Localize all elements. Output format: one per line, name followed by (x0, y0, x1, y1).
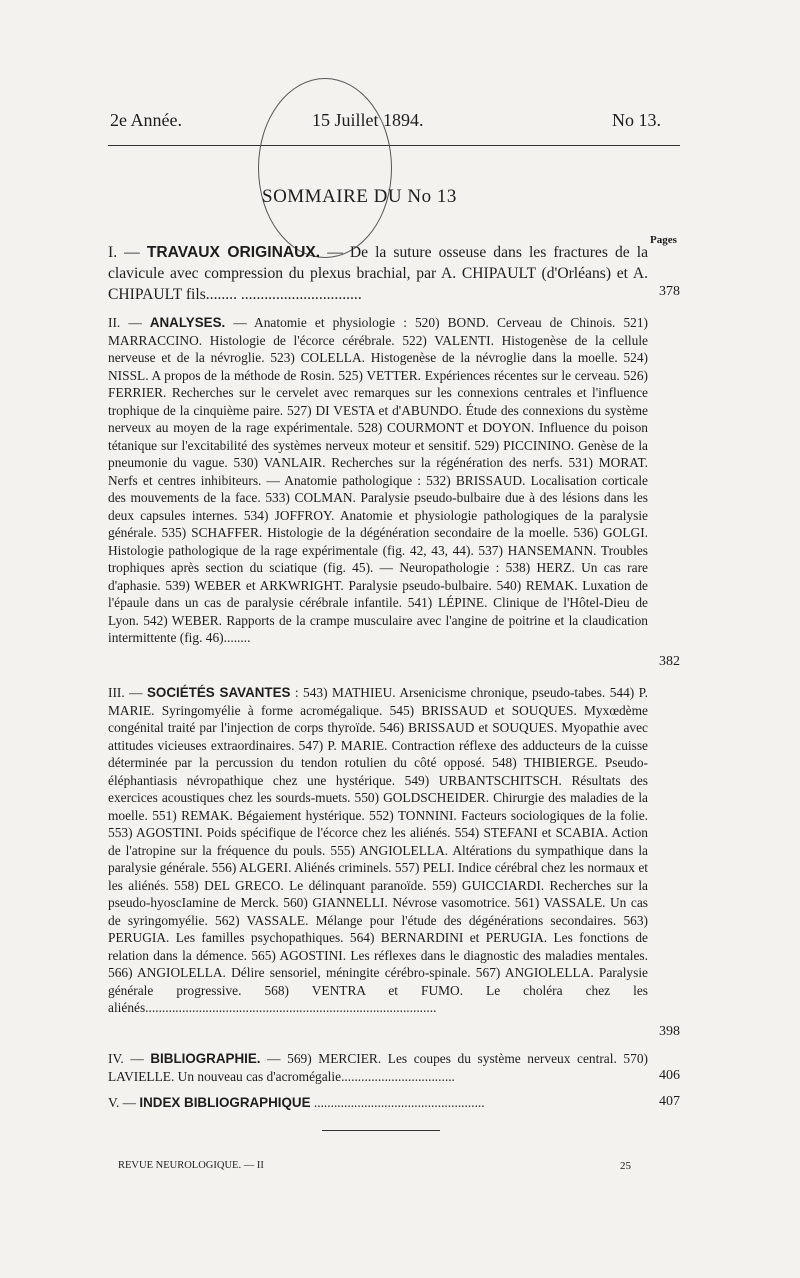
sommaire-title: SOMMAIRE DU No 13 (262, 186, 457, 207)
toc-entry-number: III. — (108, 685, 143, 700)
toc-entry-5 (108, 1094, 680, 1114)
toc-entry-heading: SOCIÉTÉS SAVANTES (147, 685, 291, 700)
toc-entry-4 (108, 1050, 680, 1086)
toc-entry-text: — 569) MERCIER. Les coupes du système nerveux central. 570) LAVIELLE. Un nouveau cas d'acromégalie.................................. (108, 1051, 648, 1084)
toc-entry-text: — De la suture osseuse dans les fractures de la clavicule avec compression du plexus brachial, par A. CHIPAULT (d'Orléans) et A. CHIPAULT fils........ ............................... (108, 244, 648, 303)
toc-entry-3 (108, 684, 680, 1040)
toc-entry-number: V. — (108, 1095, 137, 1110)
toc-entry-text: — Anatomie et physiologie : 520) BOND. Cerveau de Chinois. 521) MARRACCINO. Histologie de l'écorce cérébrale. 522) VALENTI. Histogenèse de la cellule nerveuse et de la névroglie. 523) COLELLA. Histogenèse de la névroglie dans la moelle. 524) NISSL. A propos de la méthode de Rosin. 525) VETTER. Expériences récentes sur le cerveau. 526) FERRIER. Recherches sur le cervelet avec remarques sur les connexions centrales et l'influence trophique de la cinquième paire. 527) DI VESTA et d'ABUNDO. Étude des connexions du système nerveux au moyen de la rage expérimentale. 528) COURMONT et DOYON. Influence du poison tétanique sur l'excitabilité des systèmes nerveux moteur et sensitif. 529) PICCININO. Genèse de la pneumonie du vague. 530) VANLAIR. Recherches sur la régénération des nerfs. 531) MORAT. Nerfs et centres inhibiteurs. — Anatomie pathologique : 532) BRISSAUD. Localisation corticale des mouvements de la face. 533) COLMAN. Paralysie pseudo-bulbaire due à des lésions dans les deux capsules internes. 534) JOFFROY. Anatomie et physiologie pathologiques de la paralysie générale. 535) SCHAFFER. Histologie de la dégénération secondaire de la moelle. 536) GOLGI. Histologie pathologique de la rage expérimentale (fig. 42, 43, 44). 537) HANSEMANN. Troubles trophiques après section du sciatique (fig. 45). — Neuropathologie : 538) HERZ. Un cas rare d'aphasie. 539) WEBER et ARKWRIGHT. Paralysie pseudo-bulbaire. 540) REMAK. Luxation de l'épaule dans un cas de paralysie cérébrale infantile. 541) LÉPINE. Clinique de l'Hôtel-Dieu de Lyon. 542) WEBER. Rapports de la crampe musculaire avec l'angine de poitrine et la claudication intermittente (fig. 46)........ (108, 315, 648, 645)
header-rule (108, 145, 680, 146)
toc-entry-page: 398 (659, 1024, 680, 1039)
library-stamp (258, 78, 392, 258)
pages-column-label: Pages (650, 234, 677, 246)
toc-entry-page: 382 (659, 654, 680, 669)
toc-entry-text: ................................................... (313, 1095, 485, 1110)
toc-entry-heading: ANALYSES. (149, 315, 226, 330)
toc-entry-text: : 543) MATHIEU. Arsenicisme chronique, pseudo-tabes. 544) P. MARIE. Syringomyélie à forme acromégalique. 545) BRISSAUD et SOUQUES. Myxœdème congénital traité par l'injection de corps thyroïde. 546) BRISSAUD et SOUQUES. Myopathie avec attitudes vicieuses extraordinaires. 547) P. MARIE. Contraction réflexe des adducteurs de la cuisse déterminée par la percussion du tendon rotulien du côté opposé. 548) THIBIERGE. Pseudo-éléphantiasis névropathique chez une hystérique. 549) URBANTSCHITSCH. Résultats des exercices acoustiques chez les sourds-muets. 550) GOLDSCHEIDER. Chirurgie des maladies de la moelle. 551) REMAK. Bégaiement hystérique. 552) TONNINI. Facteurs sociologiques de la folie. 553) AGOSTINI. Poids spécifique de l'écorce chez les aliénés. 554) STEFANI et SCABIA. Action de l'atropine sur la fréquence du pouls. 555) ANGIOLELLA. Altérations du sympathique dans la paralysie générale. 556) ALGERI. Aliénés criminels. 557) PELI. Indice cérébral chez les normaux et les aliénés. 558) DEL GRECO. Le délinquant paranoïde. 559) GUICCIARDI. Recherches sur la pseudo-hyoscIamine de Merck. 560) GIANNELLI. Névrose vasomotrice. 561) VASSALE. Un cas de syringomyélie. 562) VASSALE. Mélange pour l'étude des dégénérations secondaires. 563) PERUGIA. Les familles psychopathiques. 564) BERNARDINI et PERUGIA. Les fonctions de relation dans la démence. 565) AGOSTINI. Les réflexes dans le diagnostic des maladies mentales. 566) ANGIOLELLA. Délire sensoriel, méningite cérébro-spinale. 567) ANGIOLELLA. Paralysie générale progressive. 568) VENTRA et FUMO. Le choléra chez les aliénés....................................................................................... (108, 685, 648, 1015)
toc-entry-heading: INDEX BIBLIOGRAPHIQUE (139, 1095, 311, 1110)
toc-entry-heading: BIBLIOGRAPHIE. (150, 1051, 261, 1066)
end-rule (322, 1130, 440, 1131)
header-numero: No 13. (612, 110, 661, 130)
toc-entry-heading: TRAVAUX ORIGINAUX. (146, 244, 321, 261)
header-date: 15 Juillet 1894. (312, 110, 424, 130)
toc-entry-1 (108, 242, 680, 306)
toc-entry-2 (108, 314, 680, 670)
toc-entry-page: 406 (659, 1068, 680, 1083)
toc-entry-page: 378 (659, 284, 680, 299)
toc-entry-number: IV. — (108, 1051, 144, 1066)
toc-entry-page: 407 (659, 1094, 680, 1109)
footer-journal: REVUE NEUROLOGIQUE. — II (118, 1160, 264, 1171)
footer-page-number: 25 (620, 1160, 631, 1172)
toc-entry-number: II. — (108, 315, 142, 330)
header-annee: 2e Année. (110, 110, 182, 130)
toc-entry-number: I. — (108, 244, 140, 261)
